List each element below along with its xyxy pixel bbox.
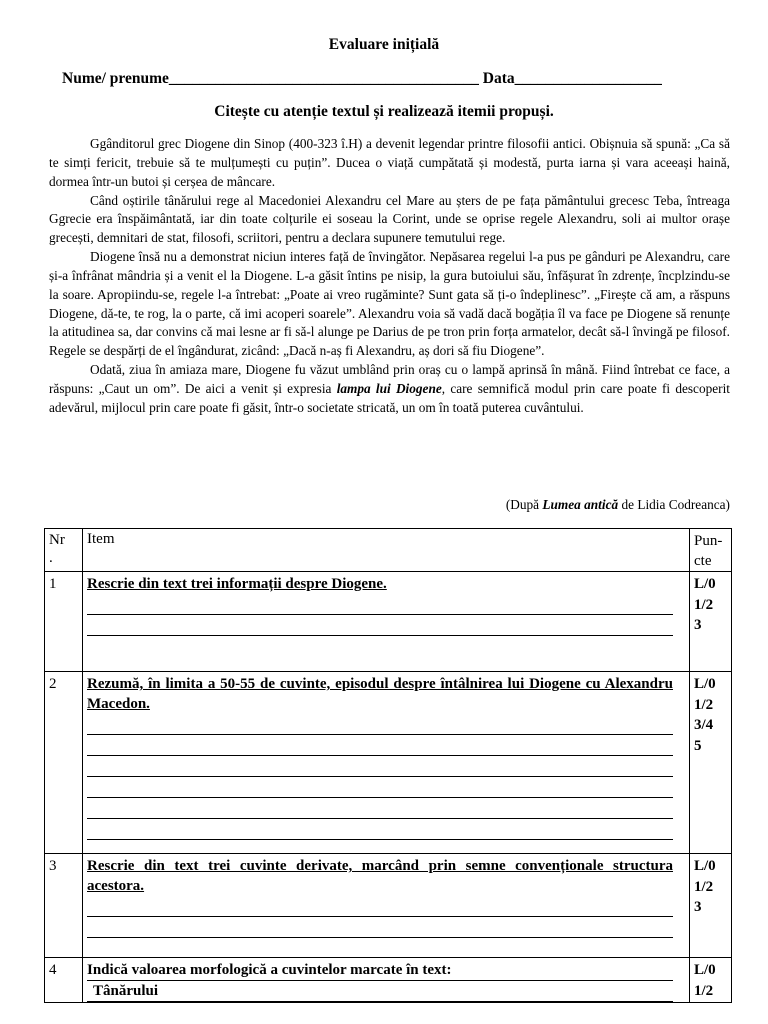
table-header-row (45, 529, 732, 572)
marked-word[interactable]: Tânărului (87, 981, 673, 1002)
paragraph-4-part-2: , care semnifică modul prin care poate fi descoperit adevărul, mijlocul prin care poate fi găsit, într-o societate stricată, un om în toată puterea cuvântului. (49, 380, 730, 415)
source-citation (506, 497, 730, 513)
points-option: 3/4 (694, 717, 714, 733)
table-row (45, 958, 732, 1003)
answer-line[interactable] (87, 594, 673, 615)
points-option: L/0 (694, 962, 716, 978)
table-row (45, 854, 732, 958)
row-2-points (690, 672, 732, 854)
name-date-line (62, 70, 722, 88)
answer-line[interactable] (87, 735, 673, 756)
header-points (690, 529, 732, 572)
name-label: Nume/ prenume (62, 70, 169, 87)
header-points-line2: cte (694, 553, 712, 569)
answer-line[interactable] (87, 819, 673, 840)
source-author: de Lidia Codreanca) (618, 497, 730, 512)
paragraph-4 (49, 361, 730, 418)
source-prefix: (După (505, 497, 543, 512)
header-points-line1: Pun- (694, 533, 723, 549)
row-3-points (690, 854, 732, 958)
points-option: 1/2 (694, 596, 714, 613)
points-option: 3 (694, 617, 702, 633)
reading-text (49, 135, 730, 418)
points-option: L/0 (694, 676, 716, 692)
points-option: L/0 (694, 858, 716, 874)
paragraph-4-part-1: Odată, ziua în amiaza mare, Diogene fu văzut umblând prin oraș cu o lampă aprinsă în mână. Fiind întrebat ce face, a răspuns: „Caut un om”. De aici a venit și expresia (49, 362, 730, 396)
page-title: Evaluare inițială (328, 36, 440, 53)
source-book-title: Lumea antică (542, 497, 619, 512)
paragraph-3: Diogene însă nu a demonstrat niciun interes față de învingător. Nepăsarea regelui l-a pus pe gânduri pe Alexandru, care și-a înfrânat mândria și a venit el la Diogene. L-a găsit întins pe nisip, la gura butoiului său, înfășurat în zdrențe, încplzindu-se la soare. Apropiindu-se, regele l-a întrebat: „Poate ai vreo rugăminte? Sunt gata să ți-o îndeplinesc”. „Firește că am, a răspuns Diogene, dă-te, te rog, la o parte, că imi acoperi soarele”. Alexandru voia să vadă dacă bogăția îl va face pe Diogene să renunțe la atitudinea sa, dar convins că mai lesne ar fi să-l alunge pe Darius de pe tron prin forța armatelor, decât să-l învingă pe filosof. Regele se despărți de el îngândurat, zicând: „Dacă n-aș fi Alexandru, aș dori să fiu Diogene”. (49, 249, 730, 359)
row-3-question: Rescrie din text trei cuvinte derivate, marcând prin semne convenționale structura acestora. (87, 858, 673, 894)
row-4-points (690, 958, 732, 1003)
paragraph-1: Ggânditorul grec Diogene din Sinop (400-323 î.H) a devenit legendar printre filosofii antici. Obișnuia să spună: „Ca să te simți fericit, trebuie să te mulțumești cu puțin”. Ducea o viață cumpătată și modestă, purta iarna și vara aceeași haină, dormea într-un butoi și cerșea de mâncare. (49, 136, 730, 189)
row-4-nr: 4 (45, 958, 83, 1003)
header-nr-line2: . (49, 550, 53, 566)
points-option: 5 (694, 737, 702, 754)
answer-line[interactable] (87, 917, 673, 938)
answer-line[interactable] (87, 714, 673, 735)
points-option: 3 (694, 899, 702, 915)
row-1-item (83, 572, 690, 672)
row-4-item (83, 958, 690, 1003)
row-3-item (83, 854, 690, 958)
answer-line[interactable] (87, 756, 673, 777)
row-1-nr: 1 (45, 572, 83, 672)
header-nr-line1: Nr (49, 532, 65, 548)
points-option: 1/2 (694, 696, 714, 713)
row-2-question: Rezumă, în limita a 50-55 de cuvinte, episodul despre întâlnirea lui Diogene cu Alexandru Macedon. (87, 676, 673, 712)
points-option: 1/2 (694, 878, 714, 895)
points-option: L/0 (694, 576, 716, 592)
answer-line[interactable] (87, 798, 673, 819)
points-option: 1/2 (694, 982, 714, 999)
instruction-heading: Citește cu atenție textul și realizează itemii propuși. (214, 103, 554, 120)
row-1-points (690, 572, 732, 672)
table-row (45, 672, 732, 854)
header-item: Item (83, 529, 690, 572)
table-row (45, 572, 732, 672)
paragraph-2: Când oștirile tânărului rege al Macedoniei Alexandru cel Mare au șters de pe fața pământului grecesc Teba, întreaga Ggrecie era înspăimântată, iar din toate colțurile ei soseau la Corint, unde se oprise regele Alexandru, soli ai multor orașe grecești, demnitari de stat, filosofi, scriitori, pentru a declara supunere temutului rege. (49, 192, 730, 246)
date-field[interactable]: ___________________ (514, 70, 662, 87)
name-field[interactable]: ________________________________________ (168, 70, 479, 87)
row-2-item (83, 672, 690, 854)
date-label: Data (478, 70, 515, 87)
answer-line[interactable] (87, 615, 673, 636)
answer-line[interactable] (87, 896, 673, 917)
lampa-lui-diogene-emphasis: lampa lui Diogene (336, 380, 442, 396)
row-3-nr: 3 (45, 854, 83, 958)
items-table (44, 528, 732, 1003)
row-1-question: Rescrie din text trei informații despre Diogene. (87, 576, 387, 592)
answer-line[interactable] (87, 777, 673, 798)
header-nr (45, 529, 83, 572)
row-2-nr: 2 (45, 672, 83, 854)
row-4-question: Indică valoarea morfologică a cuvintelor marcate în text: (87, 960, 673, 981)
